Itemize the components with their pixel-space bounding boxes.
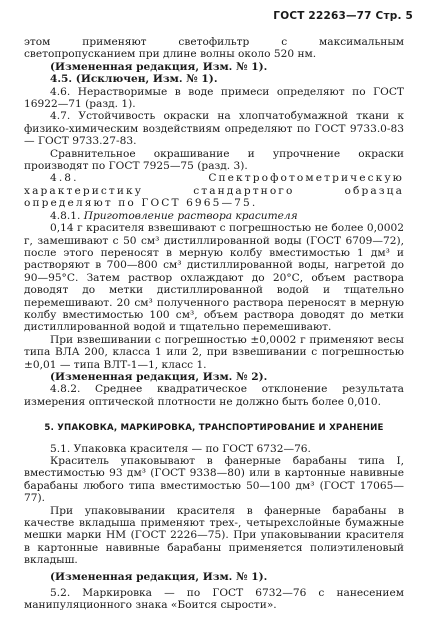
- amendment-note-1: (Измененная редакция, Изм. № 1).: [50, 60, 268, 73]
- document-body: [24, 36, 404, 612]
- clause-4-6: 4.6. Нерастворимые в воде примеси определяют по ГОСТ 16922—71 (разд. 1).: [24, 85, 404, 111]
- paragraph-solution-prep: 0,14 г красителя взвешивают с погрешностью не более 0,0002 г, замешивают с 50 см³ дистиллированной воды (ГОСТ 6709—72), после этого переносят в мерную колбу вместимостью 1 дм³ и растворяют в 700—800 см³ дистиллированной воды, нагретой до 90—95°С. Затем раствор охлаждают до 20°С, объем раствора доводят до метки дистиллированной водой и тщательно перемешивают. 20 см³ полученного раствора переносят в мерную колбу вместимостью 100 см³, объем раствора доводят до метки дистиллированной водой и тщательно перемешивают.: [24, 222, 404, 334]
- clause-4-8-1-title: Приготовление раствора красителя: [83, 209, 298, 222]
- paragraph-packaging-drums: Краситель упаковывают в фанерные барабаны типа I, вместимостью 93 дм³ (ГОСТ 9338—80) или в картонные навивные барабаны любого типа вместимостью 50—100 дм³ (ГОСТ 17065—77).: [24, 455, 404, 505]
- paragraph-light-filter: этом применяют светофильтр с максимальным светопропусканием при длине волны около 520 нм.: [24, 36, 404, 61]
- clause-4-8-1: [24, 210, 404, 222]
- amendment-note-3: (Измененная редакция, Изм. № 1).: [50, 570, 268, 583]
- paragraph-dyeing: Сравнительное окрашивание и упрочнение окраски производят по ГОСТ 7925—75 (разд. 3).: [24, 147, 404, 173]
- paragraph-packaging-liner: При упаковывании красителя в фанерные барабаны в качестве вкладыша применяют трех-, четырехслойные бумажные мешки марки НМ (ГОСТ 2226—75). При упаковывании красителя в картонные навивные барабаны применяется полиэтиленовый вкладыш.: [24, 504, 404, 567]
- paragraph-weighing: При взвешивании с погрешностью ±0,0002 г применяют весы типа ВЛА 200, класса 1 или 2, при взвешивании с погрешностью ±0,01 — типа ВЛТ-1—1, класс 1.: [24, 333, 404, 371]
- clause-4-8: 4.8. Спектрофотометрическую характеристику стандартного образца определяют по ГОСТ 6965—75.: [24, 172, 404, 210]
- clause-5-1: 5.1. Упаковка красителя — по ГОСТ 6732—76.: [50, 442, 311, 455]
- clause-4-8-2: 4.8.2. Среднее квадратическое отклонение результата измерения оптической плотности не должно быть более 0,010.: [24, 383, 404, 408]
- amendment-note-2: (Измененная редакция, Изм. № 2).: [50, 370, 268, 383]
- clause-4-5: 4.5. (Исключен, Изм. № 1).: [50, 73, 218, 86]
- page-header: ГОСТ 22263—77 Стр. 5: [273, 10, 413, 22]
- clause-4-8-1-number: 4.8.1.: [50, 209, 84, 222]
- clause-5-2: 5.2. Маркировка — по ГОСТ 6732—76 с нанесением манипуляционного знака «Боится сырости».: [24, 587, 404, 612]
- clause-4-7: 4.7. Устойчивость окраски на хлопчатобумажной ткани к физико-химическим воздействиям определяют по ГОСТ 9733.0-83— ГОСТ 9733.27-83.: [24, 110, 404, 148]
- section-5-heading: 5. УПАКОВКА, МАРКИРОВКА, ТРАНСПОРТИРОВАНИЕ И ХРАНЕНИЕ: [44, 423, 384, 434]
